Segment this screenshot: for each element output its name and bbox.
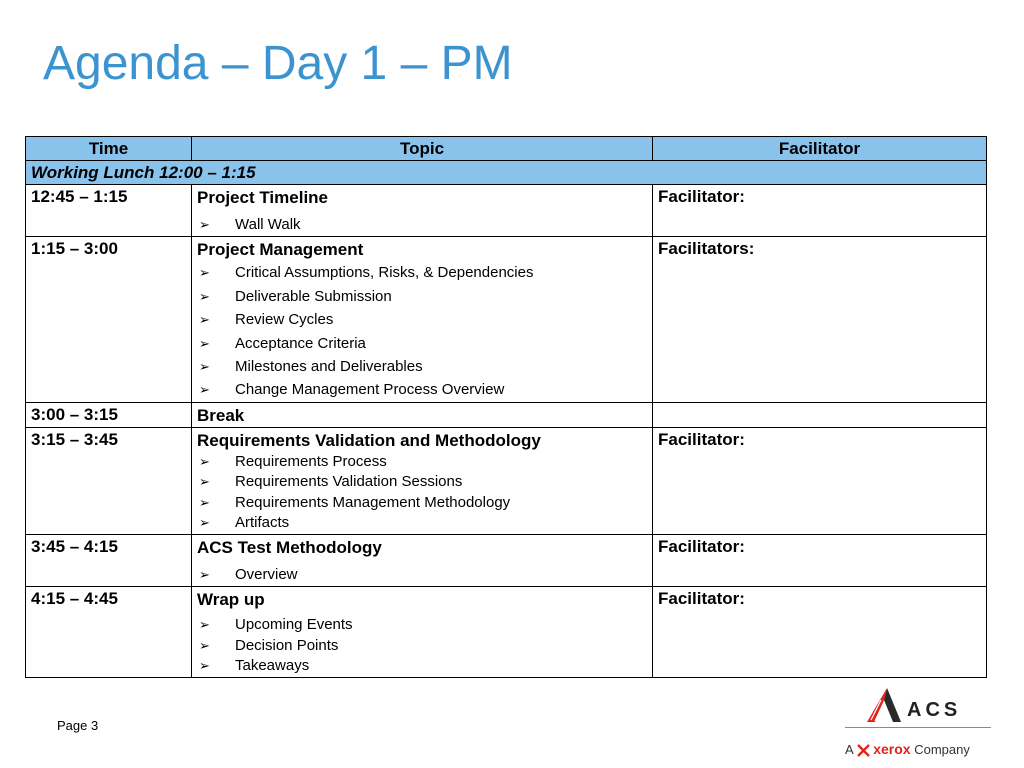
row-time: 3:15 – 3:45 (26, 427, 192, 534)
table-header-row (26, 137, 987, 161)
table-row (26, 185, 987, 237)
row-time: 3:00 – 3:15 (26, 402, 192, 427)
bullet-item: ➢ Artifacts (197, 513, 647, 534)
row-topic (192, 237, 653, 402)
bullet-item: ➢ Critical Assumptions, Risks, & Dependencies (197, 261, 647, 284)
acs-logo-icon (867, 688, 901, 724)
row-time: 1:15 – 3:00 (26, 237, 192, 402)
logo-tagline (845, 741, 970, 757)
row-topic (192, 534, 653, 586)
row-facilitator: Facilitator: (653, 534, 987, 586)
topic-title: Project Management (197, 240, 364, 260)
topic-bullets (197, 213, 647, 236)
table-row (26, 427, 987, 534)
bullet-item: ➢ Takeaways (197, 656, 647, 677)
topic-title: ACS Test Methodology (197, 537, 382, 557)
section-row (26, 161, 987, 185)
bullet-item: ➢ Wall Walk (197, 213, 647, 236)
bullet-item: ➢ Requirements Management Methodology (197, 493, 647, 514)
row-topic (192, 427, 653, 534)
topic-title: Requirements Validation and Methodology (197, 430, 541, 450)
table-row (26, 587, 987, 678)
bullet-item: ➢ Overview (197, 563, 647, 586)
xerox-mark-icon (857, 744, 870, 757)
bullet-item: ➢ Requirements Process (197, 452, 647, 473)
header-topic: Topic (192, 137, 653, 161)
header-time: Time (26, 137, 192, 161)
topic-title: Project Timeline (197, 188, 329, 207)
table-row (26, 237, 987, 402)
header-facilitator: Facilitator (653, 137, 987, 161)
table-row (26, 534, 987, 586)
row-facilitator: Facilitators: (653, 237, 987, 402)
bullet-item: ➢ Review Cycles (197, 308, 647, 331)
topic-title: Wrap up (197, 590, 265, 610)
row-time: 4:15 – 4:45 (26, 587, 192, 678)
row-facilitator (653, 402, 987, 427)
topic-bullets (197, 452, 647, 534)
row-facilitator: Facilitator: (653, 427, 987, 534)
row-topic (192, 402, 653, 427)
company-logo (845, 685, 993, 761)
table-row (26, 402, 987, 427)
topic-bullets (197, 615, 647, 677)
bullet-item: ➢ Deliverable Submission (197, 285, 647, 308)
bullet-item: ➢ Acceptance Criteria (197, 332, 647, 355)
row-facilitator: Facilitator: (653, 587, 987, 678)
topic-bullets (197, 563, 647, 586)
bullet-item: ➢ Upcoming Events (197, 615, 647, 636)
row-topic (192, 587, 653, 678)
section-label: Working Lunch 12:00 – 1:15 (26, 161, 987, 185)
bullet-item: ➢ Change Management Process Overview (197, 378, 647, 401)
bullet-item: ➢ Decision Points (197, 636, 647, 657)
logo-divider (845, 727, 991, 728)
row-time: 12:45 – 1:15 (26, 185, 192, 237)
tagline-suffix: Company (914, 742, 970, 757)
agenda-table (25, 136, 987, 678)
tagline-brand: xerox (873, 741, 911, 757)
row-topic (192, 185, 653, 237)
topic-title: Break (197, 405, 245, 425)
page-number: Page 3 (57, 718, 99, 733)
bullet-item: ➢ Requirements Validation Sessions (197, 472, 647, 493)
bullet-item: ➢ Milestones and Deliverables (197, 355, 647, 378)
logo-wordmark: ACS (907, 699, 962, 721)
slide-title: Agenda – Day 1 – PM (43, 37, 513, 90)
row-facilitator: Facilitator: (653, 185, 987, 237)
topic-bullets (197, 261, 647, 401)
row-time: 3:45 – 4:15 (26, 534, 192, 586)
tagline-prefix: A (845, 742, 853, 757)
